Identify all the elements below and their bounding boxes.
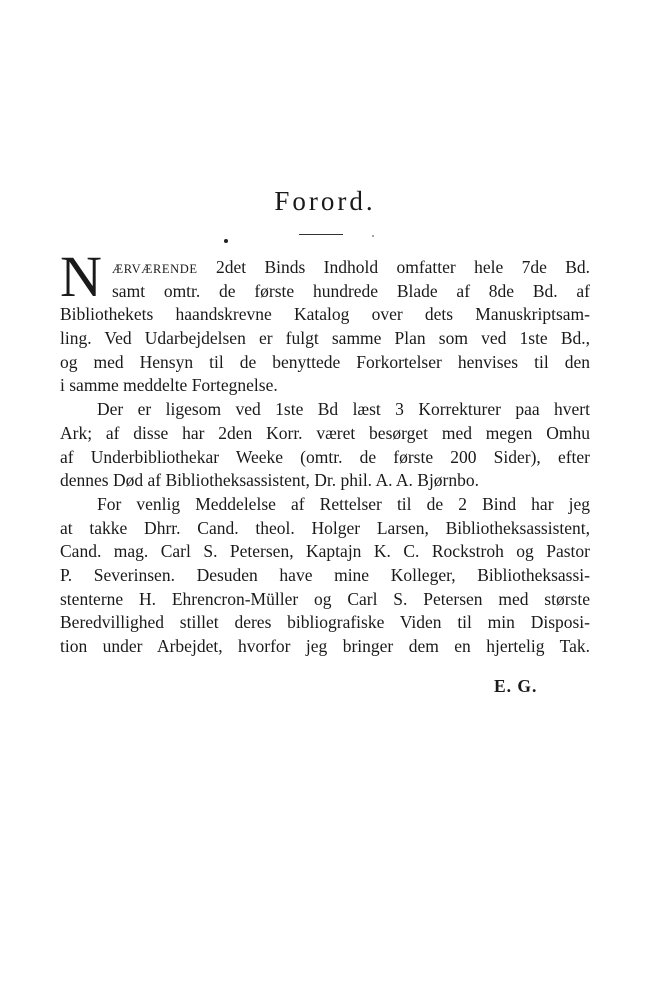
text-line: P. Severinsen. Desuden have mine Kolleger, Bibliotheksassi-	[60, 564, 590, 585]
text-line: samt omtr. de første hundrede Blade af 8de Bd. af	[112, 280, 590, 301]
paragraph-3	[60, 493, 590, 659]
text-line: af Underbibliothekar Weeke (omtr. de første 200 Sider), efter	[60, 446, 590, 467]
smallcaps-word: ÆRVÆRENDE	[112, 262, 198, 276]
page-title: Forord.	[274, 186, 376, 216]
text-line: Bibliothekets haandskrevne Katalog over dets Manuskriptsam-	[60, 304, 590, 325]
paragraph-1	[60, 256, 590, 398]
signature-initials: E. G.	[494, 676, 538, 696]
text-line: ling. Ved Udarbejdelsen er fulgt samme Plan som ved 1ste Bd.,	[60, 328, 590, 349]
paragraph-2	[60, 398, 590, 493]
text-line: Beredvillighed stillet deres bibliografiske Viden til min Disposi-	[60, 612, 590, 633]
text-line: i samme meddelte Fortegnelse.	[60, 375, 278, 396]
drop-cap: N	[60, 244, 102, 309]
preface-body	[60, 256, 590, 659]
text-line: dennes Død af Bibliotheksassistent, Dr. phil. A. A. Bjørnbo.	[60, 470, 480, 491]
text-line: tion under Arbejdet, hvorfor jeg bringer dem en hjertelig Tak.	[60, 636, 590, 656]
print-speck	[224, 239, 228, 243]
text-line: og med Hensyn til de benyttede Forkortelser henvises til den	[60, 351, 590, 372]
text-line: Cand. mag. Carl S. Petersen, Kaptajn K. C. Rockstroh og Pastor	[60, 541, 590, 562]
text-line: stenterne H. Ehrencron-Müller og Carl S. Petersen med største	[60, 588, 590, 609]
text-line: Ark; af disse har 2den Korr. været besørget med megen Omhu	[60, 422, 590, 443]
title-rule	[299, 234, 343, 235]
text-line	[60, 256, 590, 280]
text-line: Der er ligesom ved 1ste Bd læst 3 Korrekturer paa hvert	[97, 399, 590, 420]
text-line: For venlig Meddelelse af Rettelser til de 2 Bind har jeg	[97, 493, 590, 514]
print-speck	[372, 235, 374, 237]
line-text: 2det Binds Indhold omfatter hele 7de Bd.	[216, 257, 591, 277]
text-line: at takke Dhrr. Cand. theol. Holger Larsen, Bibliotheksassistent,	[60, 517, 590, 538]
